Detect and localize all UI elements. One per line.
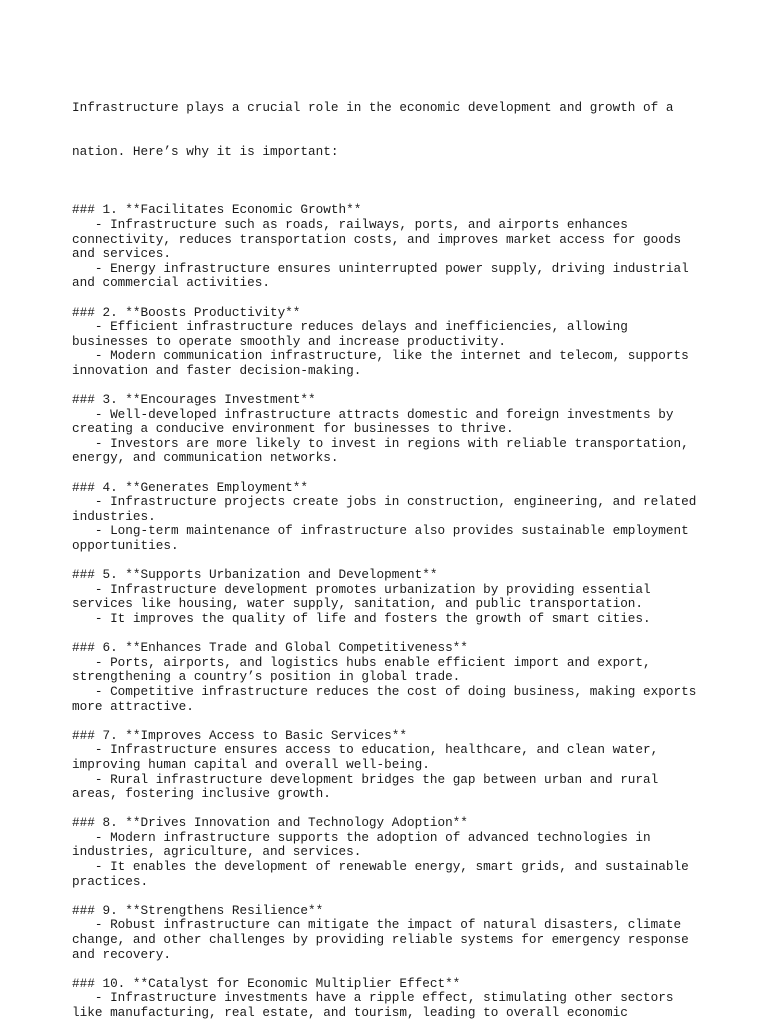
section-line: - Infrastructure such as roads, railways, ports, and airports enhances xyxy=(72,216,628,232)
intro-paragraph xyxy=(72,72,712,189)
section-heading: ### 2. **Boosts Productivity** xyxy=(72,304,301,320)
section-2 xyxy=(72,306,712,379)
section-line: - Competitive infrastructure reduces the cost of doing business, making exports xyxy=(72,683,697,699)
section-line: - Infrastructure development promotes urbanization by providing essential xyxy=(72,581,651,597)
section-line: - Infrastructure investments have a ripple effect, stimulating other sectors xyxy=(72,990,674,1006)
section-heading: ### 3. **Encourages Investment** xyxy=(72,392,316,408)
section-line: businesses to operate smoothly and increase productivity. xyxy=(72,333,506,349)
section-line: industries, agriculture, and services. xyxy=(72,844,362,860)
section-7 xyxy=(72,729,712,802)
section-line: - Long-term maintenance of infrastructure also provides sustainable employment xyxy=(72,523,689,539)
section-line: services like housing, water supply, sanitation, and public transportation. xyxy=(72,596,644,612)
intro-line: nation. Here’s why it is important: xyxy=(72,143,339,159)
section-line: - Robust infrastructure can mitigate the impact of natural disasters, climate xyxy=(72,917,682,933)
section-line: innovation and faster decision-making. xyxy=(72,362,362,378)
section-line: and services. xyxy=(72,246,171,262)
section-heading: ### 5. **Supports Urbanization and Development** xyxy=(72,567,438,583)
section-heading: ### 4. **Generates Employment** xyxy=(72,479,309,495)
section-line: areas, fostering inclusive growth. xyxy=(72,786,331,802)
section-5 xyxy=(72,568,712,626)
section-heading: ### 1. **Facilitates Economic Growth** xyxy=(72,202,362,218)
section-heading: ### 8. **Drives Innovation and Technology Adoption** xyxy=(72,815,468,831)
section-1 xyxy=(72,203,712,291)
section-line: - It enables the development of renewable energy, smart grids, and sustainable xyxy=(72,859,689,875)
section-line: - Efficient infrastructure reduces delays and inefficiencies, allowing xyxy=(72,319,628,335)
section-line: creating a conducive environment for businesses to thrive. xyxy=(72,421,514,437)
section-heading: ### 7. **Improves Access to Basic Services** xyxy=(72,727,408,743)
section-line: industries. xyxy=(72,508,156,524)
section-line: - Infrastructure ensures access to education, healthcare, and clean water, xyxy=(72,742,659,758)
section-line: connectivity, reduces transportation costs, and improves market access for goods xyxy=(72,231,682,247)
section-line: improving human capital and overall well-being. xyxy=(72,756,430,772)
sections-list xyxy=(72,203,712,1020)
section-line: more attractive. xyxy=(72,698,194,714)
section-line: energy, and communication networks. xyxy=(72,450,339,466)
section-line: - Infrastructure projects create jobs in construction, engineering, and related xyxy=(72,494,697,510)
section-heading: ### 10. **Catalyst for Economic Multiplier Effect** xyxy=(72,975,461,991)
section-line: and recovery. xyxy=(72,946,171,962)
section-4 xyxy=(72,481,712,554)
section-line: - Rural infrastructure development bridges the gap between urban and rural xyxy=(72,771,659,787)
section-line: - Modern communication infrastructure, like the internet and telecom, supports xyxy=(72,348,689,364)
section-line: practices. xyxy=(72,873,149,889)
section-line: like manufacturing, real estate, and tourism, leading to overall economic xyxy=(72,1005,628,1020)
section-heading: ### 6. **Enhances Trade and Global Competitiveness** xyxy=(72,640,468,656)
section-line: and commercial activities. xyxy=(72,275,270,291)
section-line: change, and other challenges by providing reliable systems for emergency response xyxy=(72,932,689,948)
section-line: strengthening a country’s position in global trade. xyxy=(72,669,461,685)
section-line: - Ports, airports, and logistics hubs enable efficient import and export, xyxy=(72,654,651,670)
section-line: - Energy infrastructure ensures uninterrupted power supply, driving industrial xyxy=(72,260,689,276)
intro-line: Infrastructure plays a crucial role in the economic development and growth of a xyxy=(72,100,674,116)
section-8 xyxy=(72,816,712,889)
section-9 xyxy=(72,904,712,962)
section-line: - Modern infrastructure supports the adoption of advanced technologies in xyxy=(72,829,651,845)
section-line: opportunities. xyxy=(72,538,179,553)
document-page xyxy=(72,72,712,1021)
section-line: - It improves the quality of life and fosters the growth of smart cities. xyxy=(72,610,651,626)
section-10 xyxy=(72,977,712,1021)
section-line: - Well-developed infrastructure attracts domestic and foreign investments by xyxy=(72,406,674,422)
section-heading: ### 9. **Strengthens Resilience** xyxy=(72,902,324,918)
section-3 xyxy=(72,393,712,466)
section-6 xyxy=(72,641,712,714)
section-line: - Investors are more likely to invest in regions with reliable transportation, xyxy=(72,435,689,451)
